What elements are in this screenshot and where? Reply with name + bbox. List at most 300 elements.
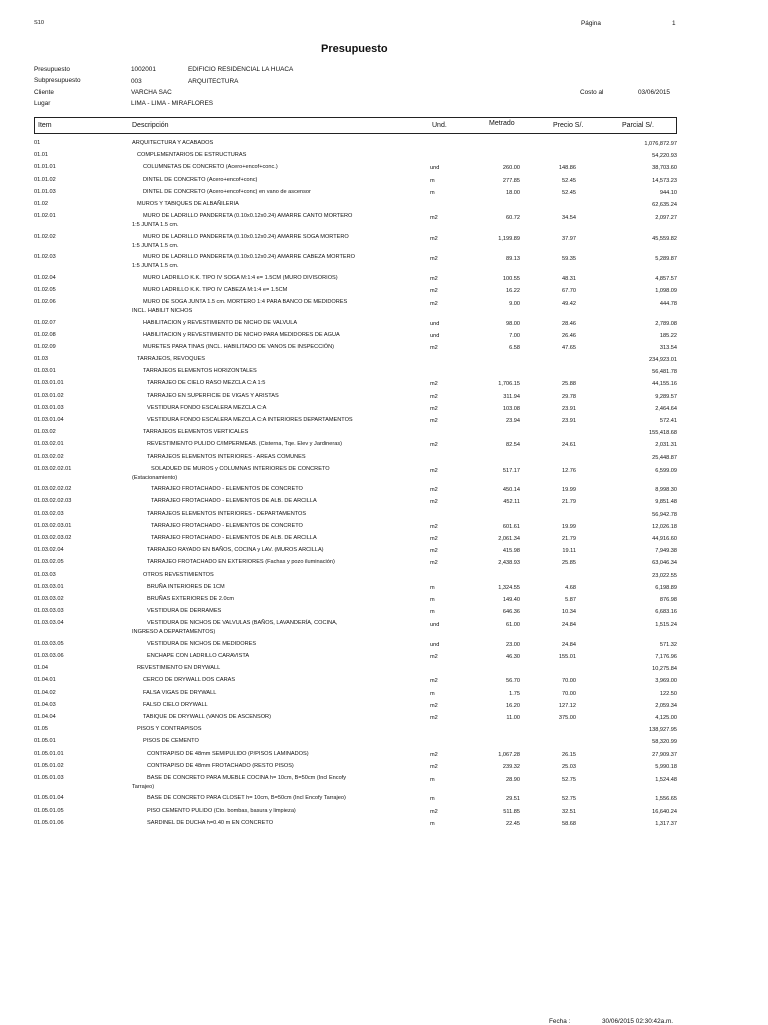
item-parcial: 572.41 bbox=[659, 418, 677, 424]
item-precio: 52.45 bbox=[562, 177, 576, 184]
item-description: MURO DE LADRILLO PANDERETA (0.10x0.12x0.24) AMARRE SOGA MORTERO bbox=[143, 233, 349, 240]
item-description: TARRAJEOS ELEMENTOS INTERIORES - DEPARTAMENTOS bbox=[147, 510, 307, 517]
item-unit: m2 bbox=[430, 548, 438, 555]
item-precio: 12.76 bbox=[562, 467, 576, 474]
item-metrado: 450.14 bbox=[502, 487, 520, 494]
item-parcial: 2,097.27 bbox=[655, 215, 677, 222]
item-metrado: 2,061.34 bbox=[498, 536, 520, 542]
item-description: VESTIDURA FONDO ESCALERA MEZCLA C:A INTERIORES DEPARTAMENTOS bbox=[147, 417, 353, 423]
item-description: MURETES PARA TINAS (INCL. HABILITADO DE VANOS DE INSPECCIÓN) bbox=[143, 343, 335, 350]
item-parcial: 571.32 bbox=[659, 641, 677, 648]
item-description: TARRAJEO FROTACHADO - ELEMENTOS DE CONCRETO bbox=[151, 522, 303, 529]
item-metrado: 16.22 bbox=[506, 287, 520, 294]
item-precio: 25.85 bbox=[562, 560, 576, 567]
item-unit: m2 bbox=[430, 536, 438, 542]
item-metrado: 646.36 bbox=[502, 609, 520, 616]
item-precio: 5.87 bbox=[565, 596, 576, 603]
table-row bbox=[0, 416, 768, 428]
table-row bbox=[0, 465, 768, 486]
item-unit: m2 bbox=[430, 678, 438, 685]
item-description: PISOS DE CEMENTO bbox=[143, 738, 199, 745]
table-row bbox=[0, 737, 768, 749]
budget-table-body bbox=[0, 139, 768, 831]
item-parcial: 1,317.37 bbox=[655, 820, 677, 827]
table-row bbox=[0, 534, 768, 546]
table-row bbox=[0, 794, 768, 806]
item-unit: m2 bbox=[430, 702, 438, 709]
item-code: 01.03.02.03 bbox=[34, 510, 64, 517]
item-metrado: 415.98 bbox=[502, 548, 520, 555]
item-unit: m bbox=[430, 177, 435, 184]
lugar-label: Lugar bbox=[34, 100, 51, 107]
item-description-cont: Tarrajeo) bbox=[132, 783, 155, 790]
item-precio: 67.70 bbox=[562, 287, 576, 294]
item-code: 01.02.02 bbox=[34, 233, 56, 240]
item-description: PISO CEMENTO PULIDO (Cto. bombas, basura y limpieza) bbox=[147, 807, 296, 814]
item-code: 01.01.01 bbox=[34, 164, 56, 171]
cliente-label: Cliente bbox=[34, 89, 54, 96]
item-description-cont: 1:5 JUNTA 1.5 cm. bbox=[132, 222, 179, 229]
item-code: 01.01 bbox=[34, 152, 48, 159]
item-description: TARRAJEO EN SUPERFICIE DE VIGAS Y ARISTAS bbox=[147, 392, 279, 399]
item-parcial: 1,076,872.97 bbox=[644, 141, 677, 147]
item-code: 01.02.06 bbox=[34, 299, 56, 305]
item-description: VESTIDURA DE NICHOS DE MEDIDORES bbox=[147, 640, 257, 647]
cliente-value: VARCHA SAC bbox=[131, 89, 172, 96]
item-description: COMPLEMENTARIOS DE ESTRUCTURAS bbox=[137, 152, 247, 159]
item-metrado: 103.08 bbox=[502, 405, 520, 412]
table-row bbox=[0, 701, 768, 713]
table-row bbox=[0, 343, 768, 355]
table-row bbox=[0, 664, 768, 676]
costo-label: Costo al bbox=[580, 89, 604, 96]
table-row bbox=[0, 485, 768, 497]
table-row bbox=[0, 379, 768, 391]
item-parcial: 1,098.09 bbox=[655, 287, 677, 294]
item-description: REVESTIMIENTO PULIDO C/IMPERMEAB. (Cisterna, Tqe. Elev y Jardineras) bbox=[147, 441, 343, 448]
item-description: FALSO CIELO DRYWALL bbox=[143, 701, 208, 708]
item-parcial: 10,275.84 bbox=[652, 666, 677, 673]
item-metrado: 7.00 bbox=[509, 332, 520, 339]
item-code: 01.03.02.01 bbox=[34, 441, 64, 448]
table-row bbox=[0, 392, 768, 404]
item-parcial: 63,046.34 bbox=[652, 560, 677, 567]
item-description: MURO DE LADRILLO PANDERETA (0.10x0.12x0.24) AMARRE CANTO MORTERO bbox=[143, 213, 353, 220]
item-unit: m2 bbox=[430, 808, 438, 815]
item-code: 01.03.03.03 bbox=[34, 608, 64, 615]
table-row bbox=[0, 807, 768, 819]
item-unit: m2 bbox=[430, 523, 438, 530]
item-parcial: 45,559.82 bbox=[652, 235, 677, 242]
header-item: Item bbox=[38, 122, 52, 129]
item-precio: 19.99 bbox=[562, 487, 576, 494]
item-parcial: 944.10 bbox=[659, 189, 677, 196]
presupuesto-code: 1002001 bbox=[131, 66, 156, 73]
item-description: CONTRAPISO DE 48mm SEMIPULIDO (P/PISOS LAMINADOS) bbox=[147, 750, 309, 757]
item-metrado: 452.11 bbox=[503, 499, 520, 506]
table-row bbox=[0, 676, 768, 688]
item-description: TARRAJEOS ELEMENTOS VERTICALES bbox=[143, 429, 249, 436]
item-parcial: 8,998.30 bbox=[655, 487, 677, 494]
item-parcial: 12,026.18 bbox=[652, 523, 677, 530]
item-parcial: 122.50 bbox=[659, 690, 677, 697]
table-row bbox=[0, 510, 768, 522]
table-row bbox=[0, 607, 768, 619]
table-row bbox=[0, 367, 768, 379]
footer-fecha-label: Fecha : bbox=[549, 1018, 571, 1025]
item-description-cont: (Estacionamiento) bbox=[132, 474, 178, 481]
item-metrado: 6.58 bbox=[509, 344, 520, 351]
table-row bbox=[0, 176, 768, 188]
item-code: 01.05 bbox=[34, 726, 48, 733]
item-unit: m2 bbox=[430, 714, 438, 721]
item-precio: 19.99 bbox=[562, 523, 576, 530]
item-code: 01.05.01.02 bbox=[34, 762, 64, 769]
item-precio: 24.84 bbox=[562, 641, 576, 648]
item-metrado: 149.40 bbox=[502, 596, 520, 603]
item-description: MURO DE LADRILLO PANDERETA (0.10x0.12x0.24) AMARRE CABEZA MORTERO bbox=[143, 254, 356, 261]
table-row bbox=[0, 762, 768, 774]
table-row bbox=[0, 298, 768, 319]
table-row bbox=[0, 558, 768, 570]
item-metrado: 311.94 bbox=[503, 393, 520, 400]
item-code: 01.04.03 bbox=[34, 701, 56, 708]
item-code: 01.04.02 bbox=[34, 689, 56, 696]
item-unit: m bbox=[430, 609, 435, 616]
table-row bbox=[0, 200, 768, 212]
system-code: S10 bbox=[34, 20, 44, 26]
table-row bbox=[0, 497, 768, 509]
item-parcial: 25,448.87 bbox=[652, 454, 677, 461]
item-parcial: 9,851.48 bbox=[655, 499, 677, 506]
table-row bbox=[0, 163, 768, 175]
table-row bbox=[0, 619, 768, 640]
item-description: ARQUITECTURA Y ACABADOS bbox=[132, 140, 214, 146]
table-row bbox=[0, 404, 768, 416]
item-code: 01.03.03.04 bbox=[34, 620, 64, 627]
item-description: BRUÑAS EXTERIORES DE 2.0cm bbox=[147, 595, 235, 602]
item-unit: m2 bbox=[430, 487, 438, 494]
item-description: MURO LADRILLO K.K. TIPO IV SOGA M:1:4 e= 1.5CM (MURO DIVISORIOS) bbox=[143, 274, 338, 281]
table-row bbox=[0, 139, 768, 151]
item-unit: m2 bbox=[430, 256, 438, 263]
item-code: 01 bbox=[34, 140, 41, 146]
item-description: CONTRAPISO DE 48mm FROTACHADO (RESTO PISOS) bbox=[147, 762, 294, 769]
item-metrado: 23.00 bbox=[506, 641, 520, 648]
item-unit: m2 bbox=[430, 287, 438, 294]
item-description: TARRAJEO FROTACHADO - ELEMENTOS DE ALB. DE ARCILLA bbox=[151, 535, 317, 541]
item-precio: 70.00 bbox=[562, 678, 576, 685]
item-unit: m2 bbox=[430, 442, 438, 449]
item-code: 01.03.01 bbox=[34, 368, 56, 375]
lugar-value: LIMA - LIMA - MIRAFLORES bbox=[131, 100, 214, 107]
item-precio: 26.15 bbox=[562, 751, 576, 758]
item-description: DINTEL DE CONCRETO (Acero+encof+conc) en vano de ascensor bbox=[143, 188, 311, 195]
item-metrado: 239.32 bbox=[502, 763, 520, 770]
item-parcial: 1,515.24 bbox=[655, 622, 677, 629]
item-precio: 52.45 bbox=[562, 189, 576, 196]
item-precio: 52.75 bbox=[562, 776, 576, 783]
header-precio: Precio S/. bbox=[553, 122, 584, 129]
item-precio: 155.01 bbox=[558, 654, 576, 660]
item-unit: m2 bbox=[430, 654, 438, 660]
item-description: SARDINEL DE DUCHA h=0.40 m EN CONCRETO bbox=[147, 819, 274, 826]
item-description: DINTEL DE CONCRETO (Acero+encof+conc) bbox=[143, 176, 258, 183]
item-unit: m2 bbox=[430, 763, 438, 770]
item-precio: 29.78 bbox=[562, 393, 576, 400]
item-unit: m2 bbox=[430, 405, 438, 412]
item-metrado: 2,438.93 bbox=[498, 560, 520, 567]
item-description: TARRAJEOS ELEMENTOS INTERIORES - AREAS COMUNES bbox=[147, 453, 306, 460]
header-parcial: Parcial S/. bbox=[622, 122, 654, 129]
item-metrado: 277.85 bbox=[502, 177, 520, 184]
item-metrado: 511.85 bbox=[503, 808, 520, 815]
item-unit: und bbox=[430, 320, 440, 327]
item-metrado: 11.00 bbox=[506, 714, 520, 721]
item-code: 01.03.03 bbox=[34, 571, 56, 578]
item-code: 01.03.01.01 bbox=[34, 380, 64, 387]
item-code: 01.02.04 bbox=[34, 274, 56, 281]
item-description-cont: 1:5 JUNTA 1.5 cm. bbox=[132, 242, 179, 249]
item-precio: 375.00 bbox=[558, 714, 576, 721]
item-parcial: 4,125.00 bbox=[655, 714, 677, 721]
item-metrado: 1,706.15 bbox=[498, 381, 520, 388]
item-description: HABILITACION y REVESTIMIENTO DE NICHO DE VALVULA bbox=[143, 319, 298, 326]
item-parcial: 9,289.57 bbox=[655, 393, 677, 400]
item-code: 01.05.01.06 bbox=[34, 819, 64, 826]
table-row bbox=[0, 428, 768, 440]
table-row bbox=[0, 546, 768, 558]
item-metrado: 16.20 bbox=[506, 702, 520, 709]
table-row bbox=[0, 774, 768, 795]
item-description: MURO DE SOGA JUNTA 1.5 cm. MORTERO 1:4 PARA BANCO DE MEDIDORES bbox=[143, 299, 348, 305]
item-metrado: 100.55 bbox=[502, 275, 520, 282]
item-description: TARRAJEO FROTACHADO - ELEMENTOS DE CONCRETO bbox=[151, 486, 303, 493]
item-code: 01.05.01.05 bbox=[34, 807, 64, 814]
item-description: PISOS Y CONTRAPISOS bbox=[137, 726, 202, 733]
table-row bbox=[0, 652, 768, 664]
item-metrado: 517.17 bbox=[502, 467, 520, 474]
page-number: 1 bbox=[672, 20, 676, 27]
item-metrado: 56.70 bbox=[506, 678, 520, 685]
item-precio: 21.79 bbox=[562, 499, 576, 506]
item-description: FALSA VIGAS DE DRYWALL bbox=[143, 689, 217, 696]
item-description: MURO LADRILLO K.K. TIPO IV CABEZA M:1:4 e= 1.5CM bbox=[143, 286, 288, 293]
item-parcial: 2,031.31 bbox=[655, 442, 677, 449]
item-code: 01.02.01 bbox=[34, 213, 56, 220]
item-description: TARRAJEO RAYADO EN BAÑOS, COCINA y LAV. (MUROS ARCILLA) bbox=[147, 547, 324, 554]
item-parcial: 62,635.24 bbox=[652, 201, 677, 208]
item-parcial: 23,022.55 bbox=[652, 572, 677, 579]
item-precio: 25.03 bbox=[562, 763, 576, 770]
item-parcial: 1,556.65 bbox=[655, 796, 677, 803]
item-unit: m bbox=[430, 596, 435, 603]
item-unit: m2 bbox=[430, 301, 438, 307]
item-code: 01.02.07 bbox=[34, 319, 56, 326]
costo-date: 03/06/2015 bbox=[638, 89, 670, 96]
item-description: VESTIDURA DE DERRAMES bbox=[147, 608, 222, 615]
item-code: 01.02.03 bbox=[34, 254, 56, 261]
table-row bbox=[0, 583, 768, 595]
item-metrado: 98.00 bbox=[506, 320, 520, 327]
item-metrado: 28.90 bbox=[506, 776, 520, 783]
item-precio: 25.88 bbox=[562, 381, 576, 388]
item-code: 01.03.03.02 bbox=[34, 595, 64, 602]
item-precio: 32.51 bbox=[562, 808, 576, 815]
item-precio: 49.42 bbox=[562, 301, 576, 307]
item-unit: m2 bbox=[430, 499, 438, 506]
item-code: 01.03.02.02 bbox=[34, 453, 64, 460]
item-metrado: 1,324.55 bbox=[498, 584, 520, 591]
item-description: TARRAJEO FROTACHADO - ELEMENTOS DE ALB. DE ARCILLA bbox=[151, 498, 317, 505]
item-description: REVESTIMIENTO EN DRYWALL bbox=[137, 665, 221, 672]
item-metrado: 601.61 bbox=[502, 523, 520, 530]
item-unit: m2 bbox=[430, 751, 438, 758]
item-precio: 10.34 bbox=[562, 609, 576, 616]
item-code: 01.03 bbox=[34, 356, 48, 363]
header-descripcion: Descripción bbox=[132, 122, 169, 129]
item-precio: 47.65 bbox=[562, 344, 576, 351]
item-code: 01.03.02.02.02 bbox=[34, 486, 72, 493]
subpresupuesto-label: Subpresupuesto bbox=[34, 77, 81, 84]
item-unit: m2 bbox=[430, 467, 438, 474]
item-unit: und bbox=[430, 332, 440, 339]
item-precio: 127.12 bbox=[558, 702, 576, 709]
item-description: BASE DE CONCRETO PARA CLOSET h= 10cm, B=50cm (Incl Encofy Tarrajeo) bbox=[147, 795, 346, 802]
table-row bbox=[0, 595, 768, 607]
table-row bbox=[0, 253, 768, 274]
item-precio: 19.11 bbox=[562, 548, 576, 555]
item-parcial: 16,640.24 bbox=[652, 808, 677, 815]
item-description-cont: 1:5 JUNTA 1.5 cm. bbox=[132, 263, 179, 270]
item-unit: m2 bbox=[430, 275, 438, 282]
item-description: HABILITACION y REVESTIMIENTO DE NICHO PARA MEDIDORES DE AGUA bbox=[143, 331, 340, 338]
table-row bbox=[0, 640, 768, 652]
item-parcial: 138,927.95 bbox=[649, 727, 677, 734]
item-description: OTROS REVESTIMIENTOS bbox=[143, 571, 214, 578]
item-parcial: 1,524.48 bbox=[655, 776, 677, 783]
item-metrado: 82.54 bbox=[506, 442, 520, 449]
item-metrado: 1.75 bbox=[509, 690, 520, 697]
document-title: Presupuesto bbox=[321, 43, 388, 55]
table-row bbox=[0, 274, 768, 286]
item-code: 01.03.03.06 bbox=[34, 653, 64, 659]
item-parcial: 4,857.57 bbox=[655, 275, 677, 282]
item-unit: m bbox=[430, 796, 435, 803]
item-metrado: 29.51 bbox=[506, 796, 520, 803]
item-parcial: 876.98 bbox=[659, 596, 677, 603]
item-description: VESTIDURA DE NICHOS DE VALVULAS (BAÑOS, LAVANDERÍA, COCINA, bbox=[147, 620, 338, 627]
item-metrado: 18.00 bbox=[506, 189, 520, 196]
item-description: TABIQUE DE DRYWALL (VANOS DE ASCENSOR) bbox=[143, 713, 271, 720]
table-row bbox=[0, 331, 768, 343]
item-code: 01.03.02.05 bbox=[34, 559, 64, 566]
item-unit: m bbox=[430, 189, 435, 196]
item-parcial: 185.22 bbox=[659, 332, 677, 339]
item-precio: 28.46 bbox=[562, 320, 576, 327]
item-parcial: 313.54 bbox=[659, 344, 677, 351]
item-metrado: 89.13 bbox=[506, 256, 520, 263]
item-parcial: 5,289.87 bbox=[655, 256, 677, 263]
item-description: VESTIDURA FONDO ESCALERA MEZCLA C:A bbox=[147, 404, 267, 411]
item-description: SOLADUED DE MUROS y COLUMNAS INTERIORES DE CONCRETO bbox=[151, 465, 330, 472]
item-parcial: 44,155.16 bbox=[652, 381, 677, 388]
item-precio: 24.84 bbox=[562, 622, 576, 629]
item-unit: m bbox=[430, 820, 435, 827]
item-code: 01.05.01.03 bbox=[34, 774, 64, 781]
table-row bbox=[0, 750, 768, 762]
table-row bbox=[0, 188, 768, 200]
item-unit: und bbox=[430, 622, 440, 629]
item-parcial: 444.78 bbox=[659, 301, 677, 307]
item-unit: m2 bbox=[430, 393, 438, 400]
item-precio: 58.68 bbox=[562, 820, 576, 827]
item-description: COLUMNETAS DE CONCRETO (Acero+encof+conc.) bbox=[143, 164, 278, 171]
item-parcial: 155,418.68 bbox=[649, 430, 677, 437]
item-unit: m2 bbox=[430, 215, 438, 222]
table-row bbox=[0, 319, 768, 331]
item-code: 01.03.02.04 bbox=[34, 547, 64, 554]
item-description: TARRAJEOS, REVOQUES bbox=[137, 356, 205, 363]
item-code: 01.03.02.03.02 bbox=[34, 535, 72, 541]
presupuesto-label: Presupuesto bbox=[34, 66, 70, 73]
item-precio: 26.46 bbox=[562, 332, 576, 339]
item-precio: 48.31 bbox=[562, 275, 576, 282]
item-code: 01.03.02.02.01 bbox=[34, 465, 72, 472]
item-parcial: 6,198.89 bbox=[655, 584, 677, 591]
item-metrado: 61.00 bbox=[506, 622, 520, 629]
item-code: 01.05.01 bbox=[34, 738, 56, 745]
item-description: TARRAJEO FROTACHADO EN EXTERIORES (Fachas y pozo iluminación) bbox=[147, 559, 335, 566]
item-parcial: 44,916.60 bbox=[652, 536, 677, 542]
item-parcial: 2,464.64 bbox=[655, 405, 677, 412]
item-parcial: 5,990.18 bbox=[655, 763, 677, 770]
item-description: MUROS Y TABIQUES DE ALBAÑILERIA bbox=[137, 200, 239, 207]
item-parcial: 7,949.38 bbox=[655, 548, 677, 555]
item-parcial: 58,320.99 bbox=[652, 739, 677, 746]
page-label: Página bbox=[581, 20, 601, 27]
item-unit: m2 bbox=[430, 381, 438, 388]
table-row bbox=[0, 440, 768, 452]
presupuesto-name: EDIFICIO RESIDENCIAL LA HUACA bbox=[188, 66, 294, 73]
header-metrado: Metrado bbox=[489, 120, 515, 127]
item-code: 01.03.02.02.03 bbox=[34, 498, 72, 505]
item-parcial: 3,969.00 bbox=[655, 678, 677, 685]
item-code: 01.03.03.05 bbox=[34, 640, 64, 647]
item-code: 01.03.02 bbox=[34, 429, 56, 436]
item-code: 01.02.09 bbox=[34, 343, 56, 350]
item-description: TARRAJEOS ELEMENTOS HORIZONTALES bbox=[143, 368, 257, 375]
header-und: Und. bbox=[432, 122, 447, 129]
item-unit: m bbox=[430, 584, 435, 591]
item-metrado: 60.72 bbox=[506, 215, 520, 222]
item-code: 01.05.01.04 bbox=[34, 795, 64, 802]
item-precio: 148.86 bbox=[558, 165, 576, 172]
item-code: 01.04 bbox=[34, 665, 48, 672]
item-precio: 34.54 bbox=[562, 215, 576, 222]
item-code: 01.03.01.04 bbox=[34, 417, 64, 423]
item-unit: und bbox=[430, 641, 440, 648]
item-parcial: 56,942.78 bbox=[652, 511, 677, 518]
table-row bbox=[0, 571, 768, 583]
item-description: BASE DE CONCRETO PARA MUEBLE COCINA h= 10cm, B=50cm (Incl Encofy bbox=[147, 774, 347, 781]
item-code: 01.04.01 bbox=[34, 677, 56, 684]
item-code: 01.01.02 bbox=[34, 176, 56, 183]
item-parcial: 38,703.60 bbox=[652, 165, 677, 172]
item-description-cont: INGRESO A DEPARTAMENTOS) bbox=[132, 629, 216, 636]
item-parcial: 6,683.16 bbox=[655, 609, 677, 616]
item-parcial: 234,923.01 bbox=[649, 357, 677, 364]
